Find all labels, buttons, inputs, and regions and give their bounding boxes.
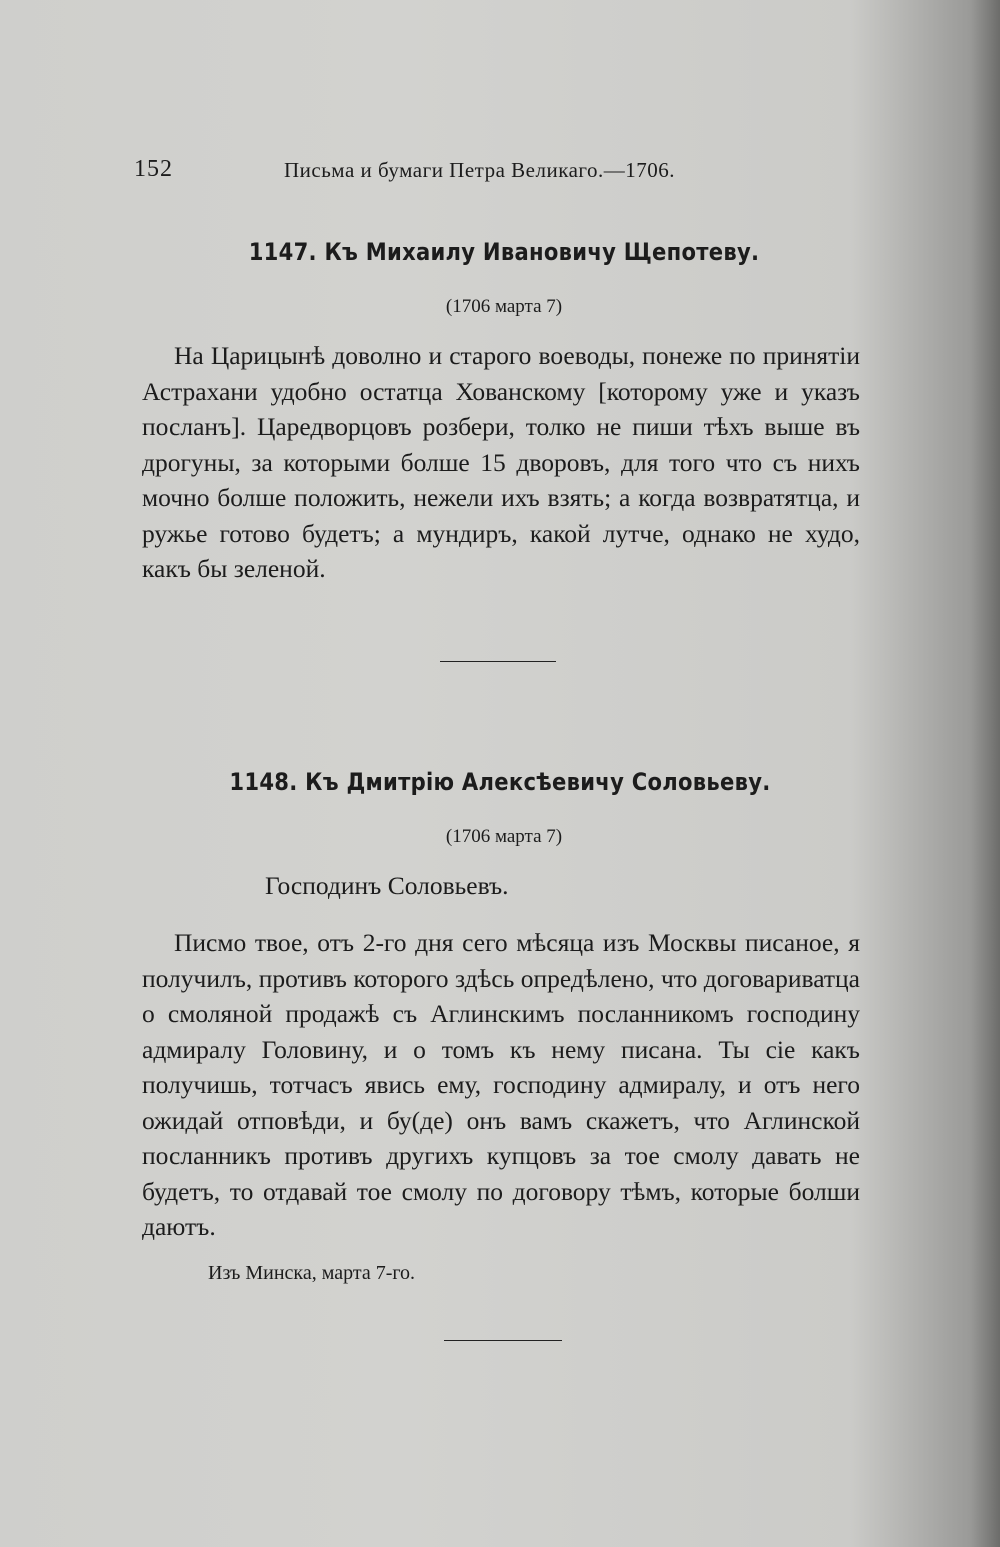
letter-1147-title: 1147. Къ Михаилу Ивановичу Щепотеву. xyxy=(248,238,760,266)
letter-1148-title: 1148. Къ Дмитрію Алексѣевичу Соловьеву. xyxy=(229,768,771,796)
section-divider-end xyxy=(444,1340,562,1341)
letter-1147-body: На Царицынѣ доволно и старого воеводы, понеже по принятіи Астрахани удобно остатца Хованскому [которому уже и указъ посланъ]. Царедворцовъ розбери, толко не пиши тѣхъ выше въ дрогуны, за которыми болше 15 дворовъ, для того что съ нихъ мочно болше положить, нежели ихъ взять; а когда возвратятца, и ружье готово будетъ; а мундиръ, какой лутче, однако не худо, какъ бы зеленой. xyxy=(142,341,860,583)
section-divider xyxy=(440,661,556,662)
letter-1147-date: (1706 марта 7) xyxy=(445,296,563,317)
running-title: Письма и бумаги Петра Великаго.—1706. xyxy=(284,158,676,182)
page-number: 152 xyxy=(134,156,173,182)
letter-1148-date: (1706 марта 7) xyxy=(445,826,563,847)
letter-1148-body: Писмо твое, отъ 2-го дня сего мѣсяца изъ Москвы писаное, я получилъ, противъ которого здѣсь опредѣлено, что договариватца о смоляной продажѣ съ Аглинскимъ посланникомъ господину адмиралу Головину, и о томъ къ нему писана. Ты сіе какъ получишь, тотчасъ явись ему, господину адмиралу, и отъ него ожидай отповѣди, и бу(де) онъ вамъ скажетъ, что Аглинской посланникъ противъ другихъ купцовъ за тое смолу давать не будетъ, то отдавай тое смолу по договору тѣмъ, которые болши даютъ. xyxy=(142,928,860,1241)
letter-1148-signoff: Изъ Минска, марта 7-го. xyxy=(208,1262,416,1284)
letter-1148-salutation: Господинъ Соловьевъ. xyxy=(265,871,509,900)
